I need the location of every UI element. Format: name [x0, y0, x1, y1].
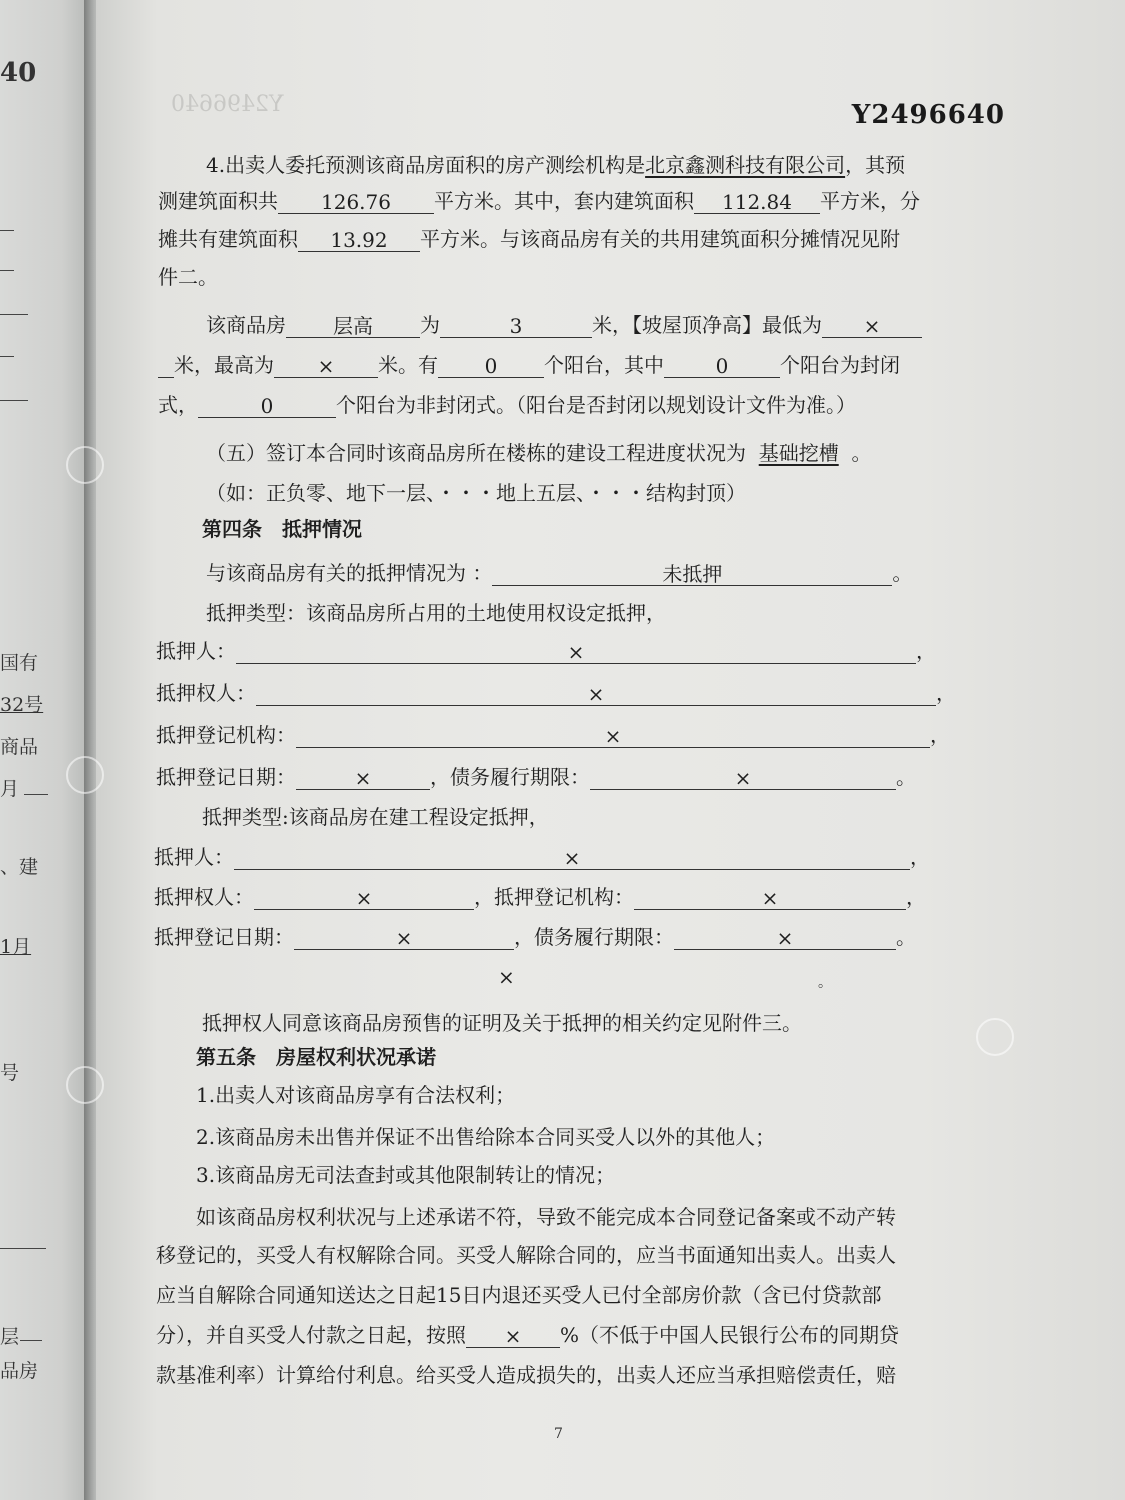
height-type-field: 层高 [286, 313, 420, 338]
survey-line-4: 件二。 [158, 265, 218, 289]
left-fragment-1yue: 1月 [0, 936, 32, 958]
left-rule [20, 1340, 42, 1341]
contract-page [96, 0, 1125, 1500]
watermark-logo-icon [976, 1018, 1014, 1056]
left-rule [24, 794, 48, 795]
progress-field: 基础挖槽 [758, 441, 839, 465]
breach-line-5: 款基准利率）计算给付利息。给买受人造成损失的，出卖人还应当承担赔偿责任，赔 [156, 1363, 896, 1387]
land-mortgagee-line: 抵押权人： × ， [156, 681, 956, 706]
max-height-field: × [274, 353, 378, 378]
left-page-fragment [0, 0, 88, 1500]
watermark-logo-icon [66, 446, 104, 484]
breach-line-4: 分），并自买受人付款之日起，按照 × %（不低于中国人民银行公布的同期贷 [156, 1323, 900, 1348]
closed-balcony-field: 0 [664, 353, 780, 378]
left-rule [0, 356, 14, 357]
height-value-field: 3 [440, 313, 592, 338]
balcony-count-field: 0 [438, 353, 544, 378]
left-fragment-top: 40 [0, 58, 37, 88]
build-term-field: × [674, 925, 896, 950]
progress-line-2: （如：正负零、地下一层、・・・地上五层、・・・结构封顶） [206, 481, 746, 505]
progress-line-1: （五）签订本合同时该商品房所在楼栋的建设工程进度状况为 基础挖槽 。 [206, 441, 872, 465]
left-fragment-jian: 、建 [0, 856, 39, 878]
open-balcony-field: 0 [198, 393, 336, 418]
height-line-3: 式， 0 个阳台为非封闭式。（阳台是否封闭以规划设计文件为准。） [158, 393, 856, 418]
land-agency-line: 抵押登记机构： × ， [156, 723, 950, 748]
build-mortgagee-line: 抵押权人： × ，抵押登记机构： × ， [154, 885, 926, 910]
contract-number: Y2496640 [851, 100, 1005, 130]
land-mortgagee-field: × [256, 681, 936, 706]
construction-mortgage-type: 抵押类型:该商品房在建工程设定抵押， [202, 805, 549, 829]
left-fragment-guoyou: 国有 [0, 652, 39, 674]
left-rule [0, 314, 28, 315]
left-rule [0, 1248, 46, 1249]
build-date-line: 抵押登记日期： × ，债务履行期限： × 。 [154, 925, 916, 950]
build-mortgagee-field: × [254, 885, 474, 910]
dot-mark: 。 [818, 975, 832, 991]
build-mortgagor-line: 抵押人： × ， [154, 845, 930, 870]
extra-cross-mark: × [498, 965, 515, 989]
breach-line-3: 应当自解除合同通知送达之日起15日内退还买受人已付全部房价款（含已付贷款部 [156, 1283, 882, 1307]
left-fragment-ceng: 层 [0, 1326, 20, 1348]
promise-2: 2.该商品房未出售并保证不出售给除本合同买受人以外的其他人； [196, 1125, 776, 1149]
mortgagee-consent: 抵押权人同意该商品房预售的证明及关于抵押的相关约定见附件三。 [202, 1011, 802, 1035]
left-fragment-shangpin: 商品 [0, 736, 39, 758]
survey-line-2: 测建筑面积共 126.76 平方米。其中，套内建筑面积 112.84 平方米，分 [158, 189, 920, 214]
land-date-line: 抵押登记日期： × ，债务履行期限： × 。 [156, 765, 916, 790]
left-fragment-32hao: 32号 [0, 694, 44, 716]
land-agency-field: × [296, 723, 930, 748]
total-area-field: 126.76 [278, 189, 434, 214]
land-date-field: × [296, 765, 430, 790]
page-number: 7 [554, 1426, 563, 1442]
survey-line-1: 4.出卖人委托预测该商品房面积的房产测绘机构是北京鑫测科技有限公司，其预 [206, 153, 906, 177]
left-fragment-hao: 号 [0, 1062, 20, 1084]
watermark-logo-icon [66, 756, 104, 794]
land-mortgagor-field: × [236, 639, 916, 664]
left-fragment-pinfang: 品房 [0, 1360, 39, 1382]
build-mortgagor-field: × [234, 845, 910, 870]
left-rule [0, 270, 14, 271]
survey-agency: 北京鑫测科技有限公司 [645, 153, 846, 177]
land-term-field: × [590, 765, 896, 790]
interest-rate-field: × [466, 1323, 560, 1348]
article-4-title: 第四条 抵押情况 [202, 517, 362, 541]
land-mortgagor-line: 抵押人： × ， [156, 639, 936, 664]
watermark-logo-icon [66, 1066, 104, 1104]
left-rule [0, 230, 14, 231]
shared-area-field: 13.92 [298, 227, 420, 252]
mortgage-status-field: 未抵押 [492, 561, 892, 586]
left-rule [0, 400, 28, 401]
promise-3: 3.该商品房无司法查封或其他限制转让的情况； [196, 1163, 616, 1187]
show-through-code: Y2496640 [171, 92, 284, 117]
height-line-1: 该商品房 层高 为 3 米，【坡屋顶净高】最低为 × [206, 312, 922, 338]
height-line-2: 米，最高为 × 米。有 0 个阳台，其中 0 个阳台为封闭 [158, 352, 900, 378]
left-fragment-yue: 月 [0, 778, 20, 800]
inner-area-field: 112.84 [694, 189, 820, 214]
build-agency-field: × [634, 885, 906, 910]
breach-line-2: 移登记的，买受人有权解除合同。买受人解除合同的，应当书面通知出卖人。出卖人 [156, 1243, 896, 1267]
build-date-field: × [294, 925, 514, 950]
promise-1: 1.出卖人对该商品房享有合法权利； [196, 1083, 516, 1107]
min-height-field: × [822, 313, 922, 338]
mortgage-status-line: 与该商品房有关的抵押情况为 ： 未抵押 。 [206, 561, 913, 586]
land-mortgage-type: 抵押类型：该商品房所占用的土地使用权设定抵押， [206, 601, 666, 625]
article-5-title: 第五条 房屋权利状况承诺 [196, 1045, 436, 1069]
breach-line-1: 如该商品房权利状况与上述承诺不符，导致不能完成本合同登记备案或不动产转 [196, 1205, 896, 1229]
survey-line-3: 摊共有建筑面积 13.92 平方米。与该商品房有关的共用建筑面积分摊情况见附 [158, 227, 900, 252]
